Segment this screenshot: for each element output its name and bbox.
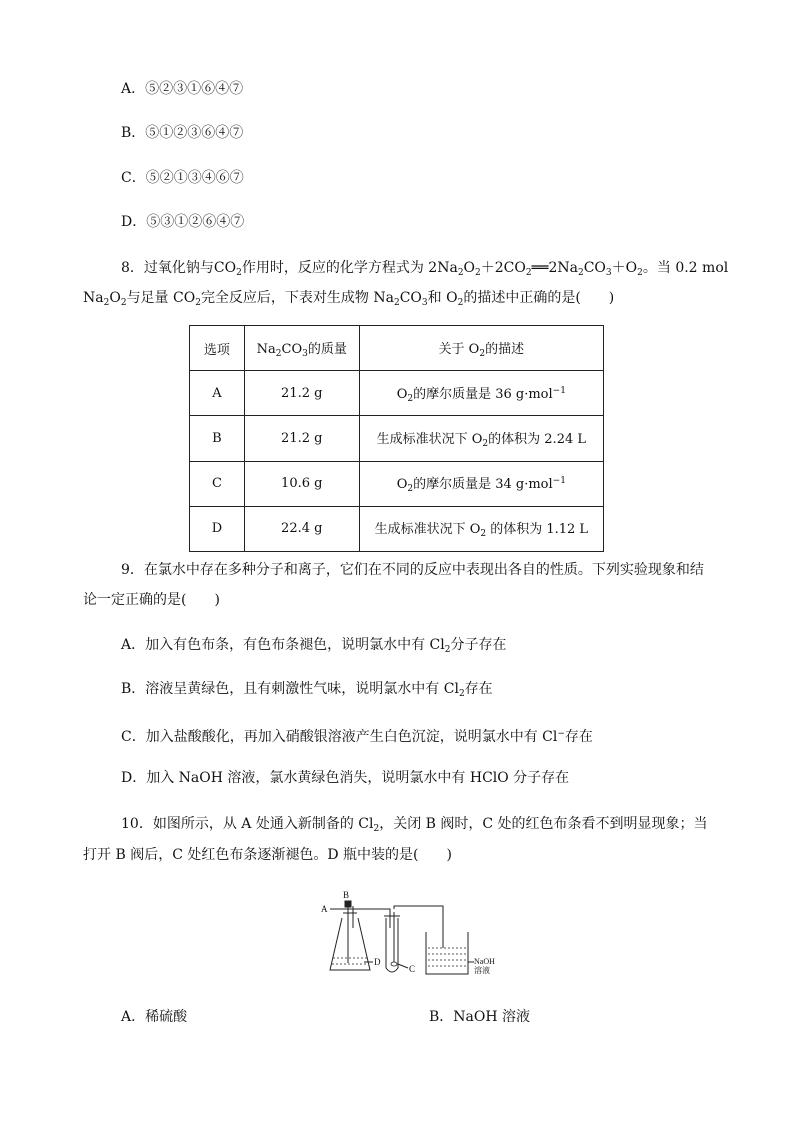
- q8-options-table: [189, 325, 604, 552]
- q7-option-b: B．⑤①②③⑥④⑦: [121, 125, 244, 141]
- table-cell-description: $O_2$的摩尔质量是 36 g·mol$^{-1}$: [359, 371, 603, 416]
- q10-option-a: A．稀硫酸: [121, 1009, 188, 1025]
- q10-stem-line1: 10．如图所示，从 A 处通入新制备的 $Cl_2$，关闭 B 阀时，C 处的红色布条看不到明显现象；当: [121, 816, 708, 834]
- q7-option-a: A．⑤②③①⑥④⑦: [121, 81, 244, 97]
- q8-stem-line1: 8．过氧化钠与$CO_2$作用时，反应的化学方程式为 $2Na_2O_2+2CO_2══2Na_2CO_3+O_2$。当 0.2 mol: [121, 260, 729, 278]
- q10-stem-line2: 打开 B 阀后，C 处红色布条逐渐褪色。D 瓶中装的是( ): [83, 847, 452, 863]
- table-cell-description: 生成标准状况下 $O_2$的体积为 2.24 L: [359, 416, 603, 461]
- apparatus-diagram: [318, 888, 508, 983]
- table-cell-description: $O_2$的摩尔质量是 34 g·mol$^{-1}$: [359, 461, 603, 506]
- q9-stem-line1: 9．在氯水中存在多种分子和离子，它们在不同的反应中表现出各自的性质。下列实验现象和结: [121, 562, 704, 578]
- q7-option-c: C．⑤②①③④⑥⑦: [121, 170, 244, 186]
- table-header-description: 关于 $O_2$的描述: [359, 326, 603, 371]
- table-row: [190, 371, 604, 416]
- table-header-row: [190, 326, 604, 371]
- table-row: [190, 506, 604, 551]
- q8-stem-line2: $Na_2O_2$与足量 $CO_2$完全反应后，下表对生成物 $Na_2CO_3$和 $O_2$的描述中正确的是( ): [83, 290, 615, 308]
- label-a: A: [321, 904, 328, 914]
- label-solution: 溶液: [474, 966, 490, 975]
- table-cell-mass: 21.2 g: [244, 416, 359, 461]
- table-cell-mass: 22.4 g: [244, 506, 359, 551]
- q9-option-a: A．加入有色布条，有色布条褪色，说明氯水中有 $Cl_2$分子存在: [121, 637, 507, 655]
- valve-b: [345, 901, 351, 907]
- table-cell-option: B: [190, 416, 245, 461]
- q9-option-d: D．加入 NaOH 溶液，氯水黄绿色消失，说明氯水中有 HClO 分子存在: [121, 770, 570, 786]
- table-header-option: 选项: [190, 326, 245, 371]
- q10-option-b: B．NaOH 溶液: [429, 1009, 531, 1025]
- label-c: C: [409, 964, 416, 974]
- table-cell-option: A: [190, 371, 245, 416]
- label-d: D: [374, 957, 381, 967]
- q9-option-b: B．溶液呈黄绿色，且有刺激性气味，说明氯水中有 $Cl_2$存在: [121, 681, 493, 699]
- q7-option-d: D．⑤③①②⑥④⑦: [121, 214, 245, 230]
- table-row: [190, 416, 604, 461]
- table-cell-mass: 10.6 g: [244, 461, 359, 506]
- q9-option-c: C．加入盐酸酸化，再加入硝酸银溶液产生白色沉淀，说明氯水中有 Cl−存在: [121, 729, 593, 745]
- table-header-mass: $Na_2CO_3$的质量: [244, 326, 359, 371]
- q9-stem-line2: 论一定正确的是( ): [83, 592, 220, 608]
- beaker-naoh: [426, 932, 468, 974]
- label-naoh: NaOH: [474, 957, 495, 966]
- label-b: B: [343, 890, 350, 900]
- table-cell-description: 生成标准状况下 $O_2$ 的体积为 1.12 L: [359, 506, 603, 551]
- table-row: [190, 461, 604, 506]
- table-cell-option: C: [190, 461, 245, 506]
- table-cell-mass: 21.2 g: [244, 371, 359, 416]
- table-cell-option: D: [190, 506, 245, 551]
